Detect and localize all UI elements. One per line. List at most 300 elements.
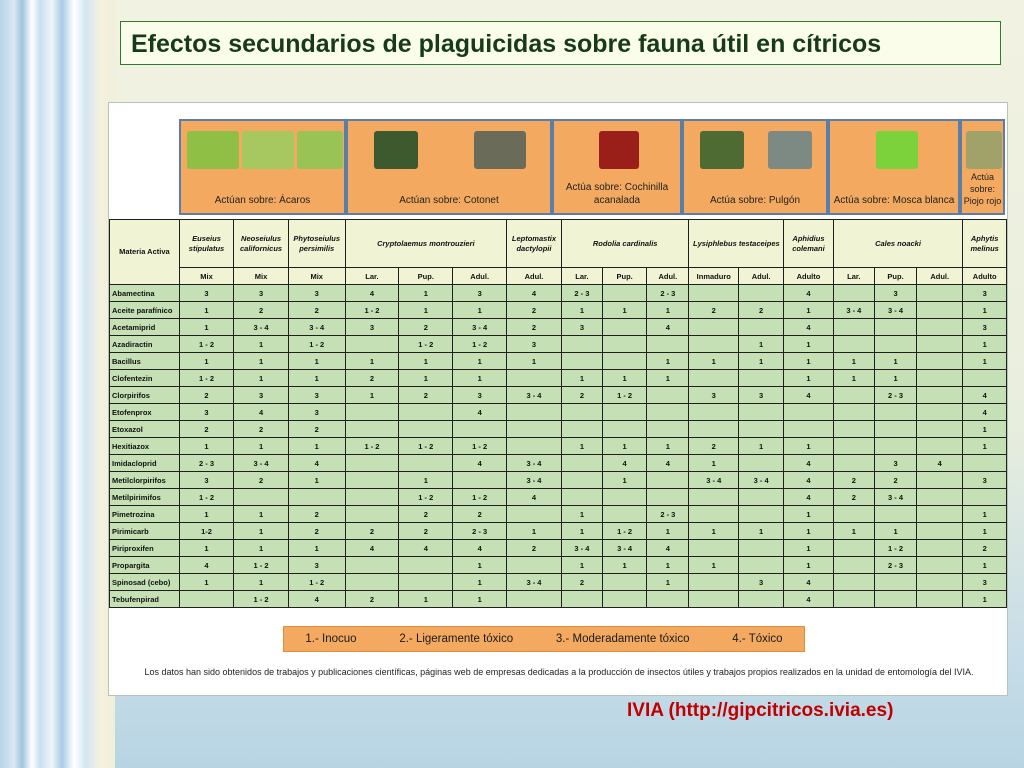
materia-activa-cell: Hexitiazox bbox=[110, 438, 180, 455]
toxicity-cell: 4 bbox=[784, 472, 834, 489]
toxicity-cell bbox=[917, 438, 963, 455]
toxicity-cell: 1 bbox=[689, 557, 739, 574]
toxicity-cell bbox=[784, 404, 834, 421]
stage-header: Lar. bbox=[345, 268, 399, 285]
materia-activa-cell: Imidacloprid bbox=[110, 455, 180, 472]
toxicity-cell: 3 - 4 bbox=[234, 455, 289, 472]
table-row bbox=[110, 285, 1007, 302]
toxicity-cell: 4 bbox=[784, 455, 834, 472]
toxicity-cell: 1 bbox=[345, 353, 399, 370]
toxicity-cell bbox=[561, 591, 602, 608]
toxicity-cell: 2 bbox=[689, 438, 739, 455]
toxicity-cell: 2 bbox=[399, 506, 453, 523]
group-cochinilla bbox=[552, 119, 682, 215]
toxicity-cell bbox=[874, 319, 916, 336]
toxicity-cell bbox=[345, 506, 399, 523]
toxicity-cell bbox=[917, 387, 963, 404]
toxicity-cell bbox=[345, 472, 399, 489]
toxicity-cell bbox=[689, 591, 739, 608]
background-stripes bbox=[0, 0, 115, 768]
mite-photo-2 bbox=[242, 131, 294, 169]
toxicity-cell: 1 bbox=[399, 302, 453, 319]
toxicity-cell bbox=[917, 523, 963, 540]
toxicity-cell bbox=[345, 336, 399, 353]
parasitoid-photo bbox=[768, 131, 812, 169]
species-header: Aphytis melinus bbox=[963, 220, 1007, 268]
toxicity-cell: 1 bbox=[399, 285, 453, 302]
toxicity-cell: 1 bbox=[603, 557, 647, 574]
stage-header: Adul. bbox=[647, 268, 689, 285]
table-row bbox=[110, 404, 1007, 421]
legend-item: 2.- Ligeramente tóxico bbox=[399, 633, 514, 645]
toxicity-cell: 4 bbox=[963, 387, 1007, 404]
legend-item: 3.- Moderadamente tóxico bbox=[555, 633, 690, 645]
toxicity-cell: 3 bbox=[874, 455, 916, 472]
species-header: Phytoseiulus persimilis bbox=[288, 220, 345, 268]
toxicity-cell: 1 bbox=[833, 523, 874, 540]
stage-header: Inmaduro bbox=[689, 268, 739, 285]
toxicity-cell: 1 bbox=[288, 540, 345, 557]
toxicity-cell bbox=[507, 506, 562, 523]
table-row bbox=[110, 319, 1007, 336]
toxicity-cell bbox=[507, 421, 562, 438]
toxicity-cell: 2 bbox=[179, 421, 233, 438]
toxicity-cell: 1 bbox=[399, 370, 453, 387]
toxicity-cell: 2 bbox=[179, 387, 233, 404]
toxicity-cell bbox=[963, 489, 1007, 506]
toxicity-cell: 1 bbox=[647, 302, 689, 319]
toxicity-cell: 2 bbox=[345, 591, 399, 608]
table-row bbox=[110, 574, 1007, 591]
toxicity-cell: 4 bbox=[647, 455, 689, 472]
toxicity-cell: 2 bbox=[453, 506, 507, 523]
toxicity-cell: 4 bbox=[784, 387, 834, 404]
toxicity-cell bbox=[917, 540, 963, 557]
materia-activa-cell: Abamectina bbox=[110, 285, 180, 302]
toxicity-cell: 3 - 4 bbox=[561, 540, 602, 557]
toxicity-cell bbox=[833, 438, 874, 455]
toxicity-cell bbox=[647, 404, 689, 421]
toxicity-cell: 1 bbox=[561, 506, 602, 523]
toxicity-cell: 1 bbox=[234, 353, 289, 370]
toxicity-cell: 1 bbox=[507, 353, 562, 370]
toxicity-cell: 3 bbox=[963, 319, 1007, 336]
toxicity-cell: 1 bbox=[784, 438, 834, 455]
toxicity-cell: 1 bbox=[603, 472, 647, 489]
toxicity-cell bbox=[874, 404, 916, 421]
toxicity-cell bbox=[917, 489, 963, 506]
toxicity-cell: 3 - 4 bbox=[874, 489, 916, 506]
toxicity-legend bbox=[283, 626, 805, 652]
toxicity-cell: 1 bbox=[963, 421, 1007, 438]
toxicity-cell: 1 bbox=[784, 506, 834, 523]
toxicity-cell bbox=[874, 438, 916, 455]
materia-activa-cell: Pirimicarb bbox=[110, 523, 180, 540]
toxicity-cell: 3 bbox=[179, 472, 233, 489]
toxicity-cell: 3 - 4 bbox=[874, 302, 916, 319]
group-label: Actúa sobre: Mosca blanca bbox=[833, 195, 955, 206]
scale-photo bbox=[966, 131, 1002, 169]
toxicity-cell bbox=[647, 421, 689, 438]
mite-photo-3 bbox=[297, 131, 343, 169]
toxicity-cell: 4 bbox=[345, 285, 399, 302]
table-row bbox=[110, 370, 1007, 387]
toxicity-cell: 1 bbox=[561, 438, 602, 455]
toxicity-cell: 2 bbox=[507, 540, 562, 557]
species-header: Lysiphlebus testaceipes bbox=[689, 220, 784, 268]
stage-header: Mix bbox=[179, 268, 233, 285]
toxicity-cell: 2 - 3 bbox=[647, 285, 689, 302]
toxicity-cell: 1 bbox=[179, 574, 233, 591]
toxicity-cell bbox=[874, 574, 916, 591]
toxicity-cell: 1 bbox=[784, 370, 834, 387]
toxicity-cell: 2 bbox=[345, 370, 399, 387]
toxicity-cell: 2 bbox=[689, 302, 739, 319]
toxicity-cell bbox=[647, 336, 689, 353]
content-panel bbox=[108, 102, 1008, 696]
whitefly-photo bbox=[876, 131, 918, 169]
toxicity-cell: 3 bbox=[234, 285, 289, 302]
toxicity-cell: 4 bbox=[399, 540, 453, 557]
toxicity-cell: 3 bbox=[453, 285, 507, 302]
toxicity-cell bbox=[874, 591, 916, 608]
toxicity-cell bbox=[917, 353, 963, 370]
toxicity-cell: 1 bbox=[784, 540, 834, 557]
stage-header: Mix bbox=[288, 268, 345, 285]
toxicity-cell: 3 bbox=[739, 574, 784, 591]
toxicity-cell bbox=[603, 285, 647, 302]
table-row bbox=[110, 591, 1007, 608]
stage-header: Mix bbox=[234, 268, 289, 285]
toxicity-cell: 4 bbox=[647, 319, 689, 336]
toxicity-cell bbox=[647, 387, 689, 404]
toxicity-cell: 1 bbox=[179, 353, 233, 370]
toxicity-cell: 3 - 4 bbox=[288, 319, 345, 336]
toxicity-cell bbox=[561, 472, 602, 489]
toxicity-cell: 3 - 4 bbox=[689, 472, 739, 489]
materia-activa-cell: Bacillus bbox=[110, 353, 180, 370]
toxicity-cell bbox=[689, 370, 739, 387]
toxicity-cell bbox=[917, 370, 963, 387]
source-note: Los datos han sido obtenidos de trabajos y publicaciones científicas, páginas web de empresas dedicadas a la producción de insectos útiles y trabajos propios realizados en la unidad de entomología del IVIA. bbox=[144, 667, 974, 677]
toxicity-cell bbox=[603, 489, 647, 506]
toxicity-cell: 3 - 4 bbox=[507, 472, 562, 489]
toxicity-cell: 1 - 2 bbox=[453, 489, 507, 506]
toxicity-cell: 4 bbox=[963, 404, 1007, 421]
toxicity-cell: 1 bbox=[399, 472, 453, 489]
toxicity-cell: 1 bbox=[179, 319, 233, 336]
group-label: Actúan sobre: Ácaros bbox=[214, 195, 311, 206]
table-row bbox=[110, 302, 1007, 319]
toxicity-cell bbox=[784, 421, 834, 438]
toxicity-cell: 1 - 2 bbox=[603, 387, 647, 404]
toxicity-cell: 1 - 2 bbox=[234, 591, 289, 608]
toxicity-cell: 1 bbox=[963, 523, 1007, 540]
toxicity-cell bbox=[739, 557, 784, 574]
toxicity-cell bbox=[345, 557, 399, 574]
toxicity-cell: 3 bbox=[963, 285, 1007, 302]
toxicity-cell: 1 bbox=[288, 438, 345, 455]
toxicity-cell bbox=[603, 336, 647, 353]
toxicity-cell: 1 bbox=[739, 523, 784, 540]
toxicity-cell bbox=[917, 472, 963, 489]
toxicity-cell: 1 bbox=[234, 540, 289, 557]
toxicity-cell: 1 bbox=[689, 455, 739, 472]
table-row bbox=[110, 523, 1007, 540]
toxicity-cell: 3 bbox=[561, 319, 602, 336]
toxicity-cell: 2 bbox=[507, 319, 562, 336]
toxicity-cell: 1 bbox=[179, 506, 233, 523]
toxicity-cell: 3 - 4 bbox=[507, 574, 562, 591]
toxicity-cell: 1 bbox=[234, 336, 289, 353]
mite-photo-1 bbox=[187, 131, 239, 169]
toxicity-cell bbox=[833, 506, 874, 523]
toxicity-cell bbox=[399, 455, 453, 472]
toxicity-cell: 2 bbox=[833, 489, 874, 506]
toxicity-cell bbox=[917, 319, 963, 336]
toxicity-cell bbox=[739, 285, 784, 302]
materia-activa-cell: Tebufenpirad bbox=[110, 591, 180, 608]
toxicity-cell: 1 bbox=[963, 336, 1007, 353]
toxicity-cell bbox=[963, 455, 1007, 472]
toxicity-cell: 4 bbox=[784, 319, 834, 336]
toxicity-cell: 1 bbox=[739, 336, 784, 353]
toxicity-cell bbox=[917, 285, 963, 302]
toxicity-cell: 1 - 2 bbox=[234, 557, 289, 574]
toxicity-cell: 1 bbox=[963, 438, 1007, 455]
toxicity-cell: 2 bbox=[288, 302, 345, 319]
toxicity-cell: 1 bbox=[963, 302, 1007, 319]
toxicity-cell: 1 bbox=[399, 591, 453, 608]
toxicity-cell: 1 bbox=[874, 353, 916, 370]
toxicity-cell: 1 bbox=[603, 370, 647, 387]
materia-activa-cell: Metilclorpirifos bbox=[110, 472, 180, 489]
toxicity-cell bbox=[399, 574, 453, 591]
table-row bbox=[110, 455, 1007, 472]
table-row bbox=[110, 540, 1007, 557]
toxicity-cell: 1 bbox=[453, 591, 507, 608]
toxicity-cell bbox=[874, 421, 916, 438]
toxicity-cell bbox=[917, 574, 963, 591]
toxicity-cell bbox=[739, 455, 784, 472]
toxicity-cell bbox=[689, 285, 739, 302]
toxicity-cell bbox=[833, 404, 874, 421]
toxicity-cell: 3 bbox=[963, 574, 1007, 591]
group-label: Actúa sobre: Cochinilla acanalada bbox=[565, 182, 669, 206]
toxicity-cell: 2 bbox=[288, 506, 345, 523]
toxicity-cell bbox=[561, 421, 602, 438]
toxicity-cell: 1 bbox=[288, 472, 345, 489]
toxicity-cell bbox=[739, 489, 784, 506]
toxicity-cell: 3 bbox=[453, 387, 507, 404]
species-header: Neoseiulus californicus bbox=[234, 220, 289, 268]
toxicity-cell: 1 bbox=[234, 370, 289, 387]
toxicity-cell bbox=[647, 591, 689, 608]
toxicity-cell: 1 - 2 bbox=[179, 370, 233, 387]
toxicity-cell bbox=[963, 370, 1007, 387]
materia-activa-cell: Acetamiprid bbox=[110, 319, 180, 336]
toxicity-cell: 1 - 2 bbox=[453, 438, 507, 455]
group-piojo-rojo bbox=[960, 119, 1005, 215]
materia-activa-cell: Aceite parafínico bbox=[110, 302, 180, 319]
toxicity-cell: 1 bbox=[784, 523, 834, 540]
toxicity-cell bbox=[833, 421, 874, 438]
table-row bbox=[110, 557, 1007, 574]
table-row bbox=[110, 506, 1007, 523]
group-acaros bbox=[179, 119, 346, 215]
toxicity-cell bbox=[507, 591, 562, 608]
toxicity-cell: 1 bbox=[345, 387, 399, 404]
toxicity-cell bbox=[917, 404, 963, 421]
toxicity-cell: 1 - 2 bbox=[179, 489, 233, 506]
toxicity-cell: 3 bbox=[507, 336, 562, 353]
toxicity-cell bbox=[345, 574, 399, 591]
toxicity-cell: 2 bbox=[874, 472, 916, 489]
table-row bbox=[110, 421, 1007, 438]
toxicity-cell: 1 bbox=[561, 557, 602, 574]
toxicity-cell: 2 - 3 bbox=[453, 523, 507, 540]
toxicity-cell: 4 bbox=[288, 591, 345, 608]
toxicity-cell: 1 bbox=[234, 574, 289, 591]
species-header-row bbox=[110, 220, 1007, 268]
pest-groups bbox=[179, 119, 1005, 215]
title-box bbox=[120, 21, 1001, 65]
toxicity-cell bbox=[288, 489, 345, 506]
toxicity-cell: 1-2 bbox=[179, 523, 233, 540]
toxicity-cell: 3 bbox=[689, 387, 739, 404]
toxicity-cell: 1 bbox=[234, 506, 289, 523]
group-label: Actúa sobre: Piojo rojo bbox=[963, 172, 1002, 206]
toxicity-cell bbox=[917, 506, 963, 523]
toxicity-cell: 1 bbox=[647, 574, 689, 591]
toxicity-cell: 3 - 4 bbox=[739, 472, 784, 489]
toxicity-cell bbox=[833, 387, 874, 404]
toxicity-cell: 1 bbox=[603, 302, 647, 319]
toxicity-cell bbox=[739, 319, 784, 336]
toxicity-cell bbox=[689, 506, 739, 523]
legend-item: 4.- Tóxico bbox=[732, 633, 783, 645]
source-link[interactable]: IVIA (http://gipcitricos.ivia.es) bbox=[627, 700, 894, 721]
toxicity-cell bbox=[603, 574, 647, 591]
toxicity-cell bbox=[874, 506, 916, 523]
toxicity-cell: 4 bbox=[784, 489, 834, 506]
materia-activa-cell: Spinosad (cebo) bbox=[110, 574, 180, 591]
toxicity-cell: 1 bbox=[561, 523, 602, 540]
toxicity-cell bbox=[833, 574, 874, 591]
toxicity-cell bbox=[739, 506, 784, 523]
materia-activa-cell: Etofenprox bbox=[110, 404, 180, 421]
toxicity-cell: 1 bbox=[647, 353, 689, 370]
toxicity-cell: 3 - 4 bbox=[833, 302, 874, 319]
species-header: Aphidius colemani bbox=[784, 220, 834, 268]
toxicity-cell: 3 - 4 bbox=[603, 540, 647, 557]
toxicity-cell: 3 bbox=[874, 285, 916, 302]
toxicity-cell bbox=[647, 472, 689, 489]
stage-header: Pup. bbox=[603, 268, 647, 285]
materia-activa-cell: Piriproxifen bbox=[110, 540, 180, 557]
toxicity-cell: 3 - 4 bbox=[453, 319, 507, 336]
wasp-photo bbox=[474, 131, 526, 169]
toxicity-cell bbox=[917, 557, 963, 574]
toxicity-cell: 1 - 2 bbox=[399, 438, 453, 455]
toxicity-cell: 2 bbox=[561, 574, 602, 591]
species-header: Cales noacki bbox=[833, 220, 963, 268]
toxicity-cell: 1 bbox=[739, 353, 784, 370]
toxicity-cell: 3 bbox=[234, 387, 289, 404]
toxicity-cell: 4 bbox=[453, 540, 507, 557]
toxicity-cell: 4 bbox=[179, 557, 233, 574]
toxicity-cell: 1 bbox=[874, 370, 916, 387]
materia-activa-cell: Azadiractin bbox=[110, 336, 180, 353]
toxicity-cell: 2 - 3 bbox=[647, 506, 689, 523]
group-pulgon bbox=[682, 119, 828, 215]
toxicity-cell: 4 bbox=[784, 591, 834, 608]
toxicity-cell bbox=[507, 557, 562, 574]
toxicity-cell bbox=[917, 421, 963, 438]
toxicity-cell: 2 - 3 bbox=[561, 285, 602, 302]
toxicity-cell: 4 bbox=[288, 455, 345, 472]
toxicity-cell: 1 bbox=[234, 523, 289, 540]
toxicity-cell: 1 bbox=[739, 438, 784, 455]
toxicity-cell bbox=[453, 421, 507, 438]
toxicity-cell: 1 - 2 bbox=[453, 336, 507, 353]
toxicity-cell: 1 bbox=[453, 353, 507, 370]
toxicity-cell bbox=[739, 421, 784, 438]
toxicity-cell: 2 bbox=[739, 302, 784, 319]
toxicity-cell bbox=[179, 591, 233, 608]
toxicity-cell: 3 bbox=[963, 472, 1007, 489]
toxicity-cell bbox=[603, 404, 647, 421]
stage-header: Adulto bbox=[963, 268, 1007, 285]
toxicity-cell: 4 bbox=[345, 540, 399, 557]
toxicity-cell: 4 bbox=[507, 285, 562, 302]
toxicity-cell bbox=[833, 285, 874, 302]
toxicity-cell: 4 bbox=[453, 404, 507, 421]
toxicity-cell: 2 bbox=[833, 472, 874, 489]
toxicity-cell: 3 bbox=[288, 387, 345, 404]
toxicity-cell: 1 bbox=[647, 523, 689, 540]
toxicity-cell: 2 bbox=[234, 421, 289, 438]
toxicity-cell bbox=[345, 455, 399, 472]
toxicity-cell: 1 bbox=[234, 438, 289, 455]
toxicity-cell: 1 bbox=[874, 523, 916, 540]
toxicity-cell bbox=[453, 472, 507, 489]
toxicity-cell bbox=[603, 319, 647, 336]
toxicity-cell: 2 bbox=[234, 472, 289, 489]
toxicity-cell bbox=[399, 421, 453, 438]
toxicity-cell bbox=[833, 591, 874, 608]
toxicity-cell bbox=[833, 319, 874, 336]
toxicity-cell: 1 bbox=[784, 557, 834, 574]
group-mosca-blanca bbox=[828, 119, 960, 215]
toxicity-cell: 1 bbox=[963, 557, 1007, 574]
toxicity-cell: 4 bbox=[917, 455, 963, 472]
toxicity-cell: 3 - 4 bbox=[234, 319, 289, 336]
toxicity-cell bbox=[507, 370, 562, 387]
toxicity-cell: 1 bbox=[833, 353, 874, 370]
toxicity-cell bbox=[689, 404, 739, 421]
toxicity-cell bbox=[689, 489, 739, 506]
toxicity-cell bbox=[399, 557, 453, 574]
toxicity-cell bbox=[345, 421, 399, 438]
toxicity-cell: 4 bbox=[453, 455, 507, 472]
toxicity-cell: 2 bbox=[288, 523, 345, 540]
stage-header: Adul. bbox=[739, 268, 784, 285]
toxicity-cell: 1 bbox=[399, 353, 453, 370]
toxicity-cell: 3 - 4 bbox=[507, 455, 562, 472]
group-label: Actúa sobre: Pulgón bbox=[709, 195, 801, 206]
toxicity-cell: 1 bbox=[963, 591, 1007, 608]
